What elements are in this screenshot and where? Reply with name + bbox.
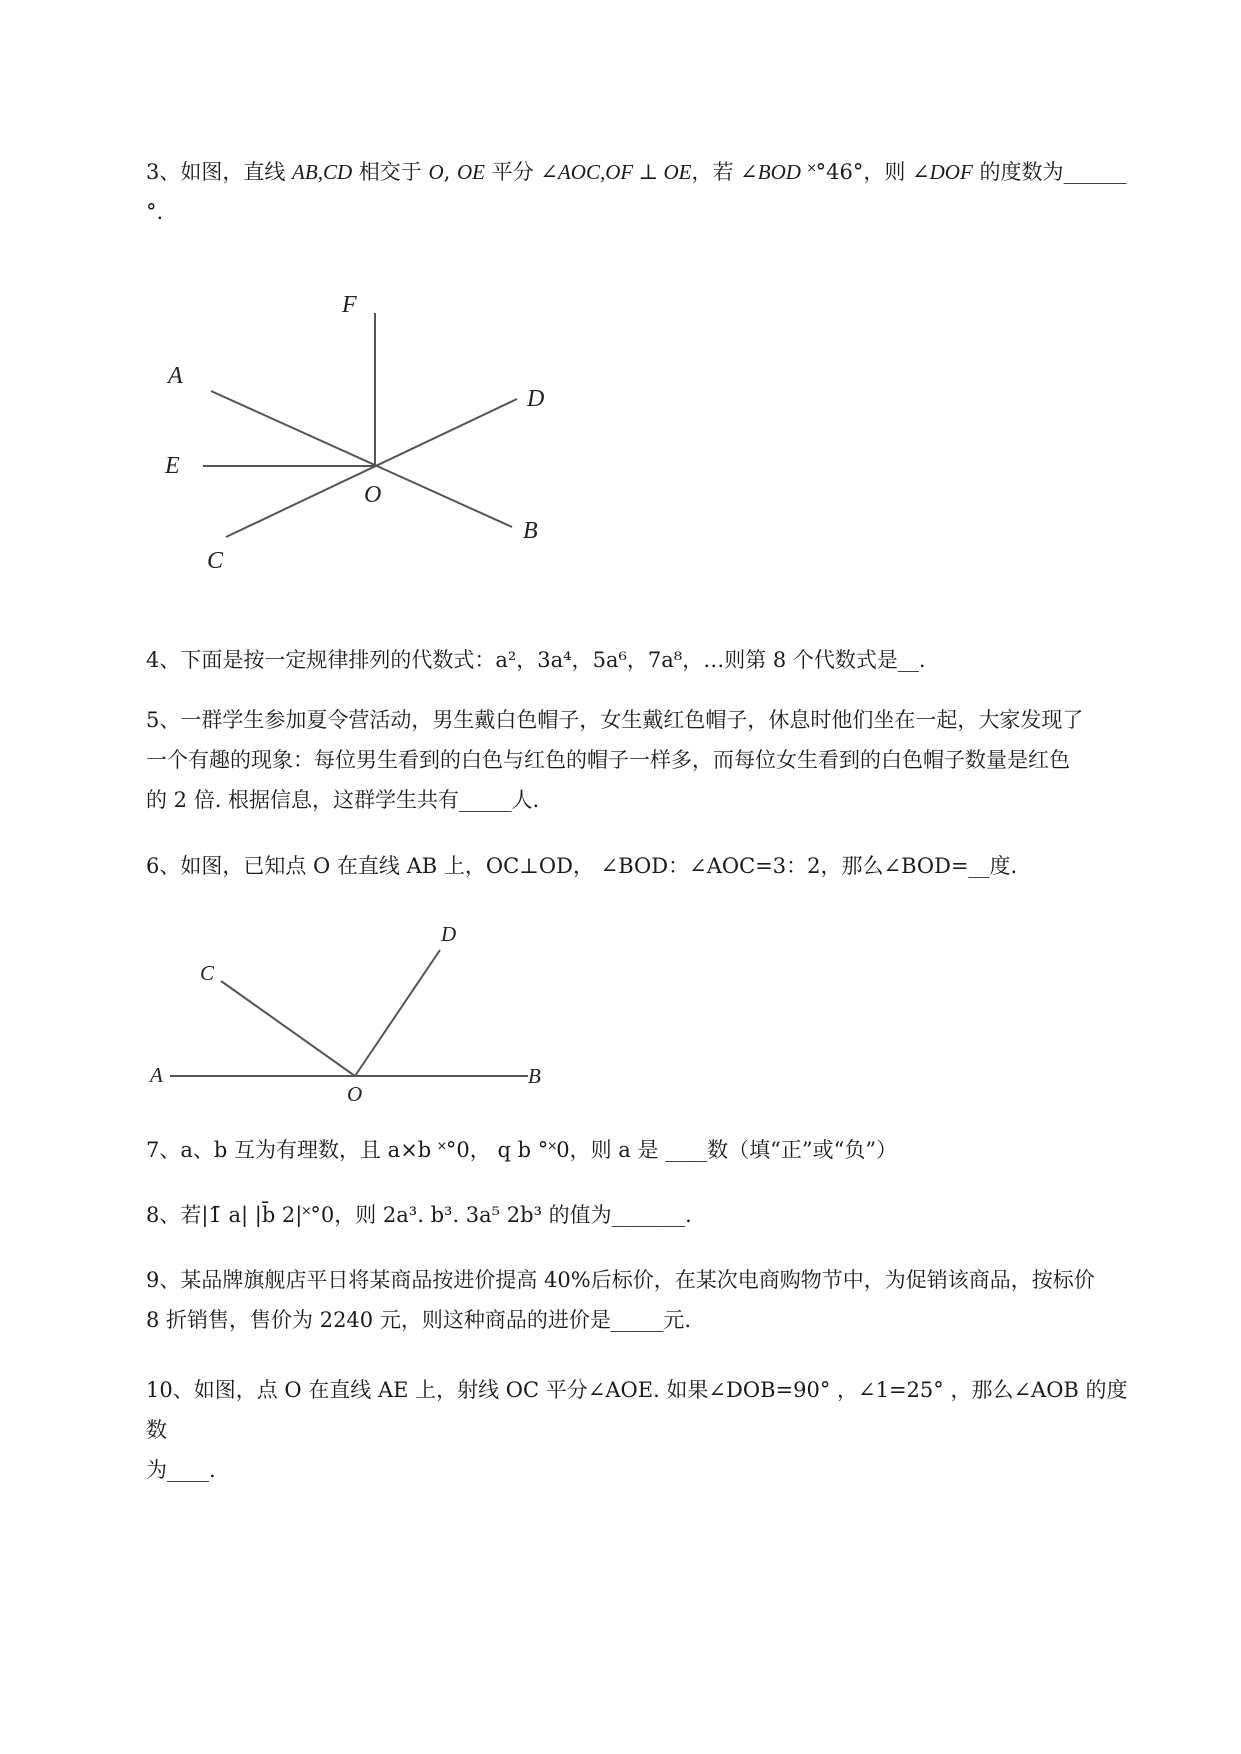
label-c-2: C [200, 961, 215, 985]
label-f: F [342, 292, 357, 318]
question-3-line-1: 3、如图，直线 AB,CD 相交于 O, OE 平分 ∠AOC,OF ⊥ OE，若 ∠BOD ˟°46°，则 ∠DOF 的度数为______ [146, 160, 1127, 184]
label-d-2: D [441, 922, 457, 946]
label-d: D [527, 386, 545, 412]
line-cd [226, 399, 517, 537]
question-8: 8、若|1̄ a| |b̄ 2|˟°0，则 2a³. b³. 3a⁵ 2b³ 的值为_______. [146, 1203, 692, 1227]
question-7: 7、a、b 互为有理数，且 a×b ˟°0， q b °˟0，则 a 是 ____数（填“正”或“负”） [146, 1138, 898, 1162]
label-b: B [523, 518, 538, 544]
question-10: 10、如图，点 O 在直线 AE 上，射线 OC 平分∠AOE. 如果∠DOB=90° ，∠1=25° ，那么∠AOB 的度数 为____. [146, 1378, 1128, 1482]
label-o: O [364, 482, 382, 508]
line-ab [211, 391, 512, 527]
question-3-line-2: °. [146, 200, 164, 224]
question-4: 4、下面是按一定规律排列的代数式：a²，3a⁴，5a⁶，7a⁸，…则第 8 个代数式是__. [146, 648, 926, 672]
question-6: 6、如图，已知点 O 在直线 AB 上，OC⊥OD， ∠BOD：∠AOC=3：2，那么∠BOD=__度. [146, 854, 1018, 878]
label-a-2: A [150, 1063, 163, 1087]
question-3 [146, 152, 1146, 232]
ray-oc [221, 981, 355, 1076]
label-c: C [207, 548, 224, 574]
ray-od [355, 950, 440, 1076]
label-a: A [168, 363, 183, 389]
question-9: 9、某品牌旗舰店平日将某商品按进价提高 40%后标价，在某次电商购物节中，为促销该商品，按标价 8 折销售，售价为 2240 元，则这种商品的进价是_____元. [146, 1268, 1095, 1332]
label-o-2: O [347, 1082, 363, 1106]
label-e: E [165, 453, 180, 479]
question-5: 5、一群学生参加夏令营活动，男生戴白色帽子，女生戴红色帽子，休息时他们坐在一起，大家发现了 一个有趣的现象：每位男生看到的白色与红色的帽子一样多，而每位女生看到的白色帽子数量是红色 的 2 倍. 根据信息，这群学生共有_____人. [146, 708, 1084, 812]
label-b-2: B [528, 1064, 541, 1088]
